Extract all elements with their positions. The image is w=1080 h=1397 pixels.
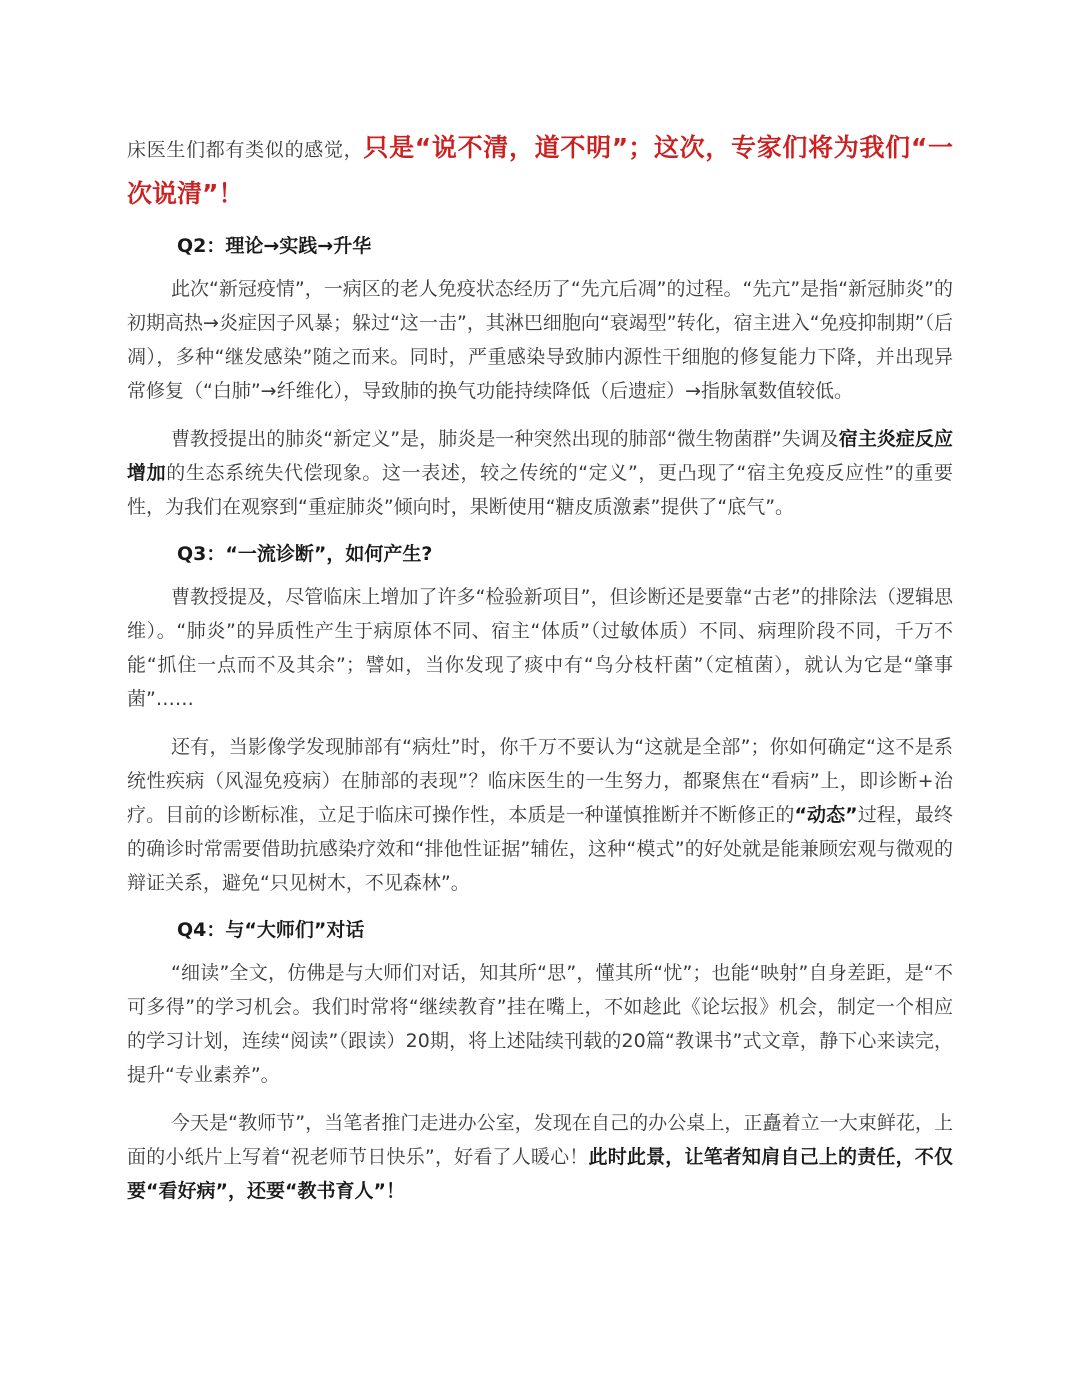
q3-p2-text-a: 还有，当影像学发现肺部有“病灶”时，你千万不要认为“这就是全部”；你如何确定“这不是系统性疾病（风湿免疫病）在肺部的表现”？临床医生的一生努力，都聚焦在“看病”上，即诊断+治疗。目前的诊断标准，立足于临床可操作性，本质是一种谨慎推断并不断修正的 [127, 736, 953, 826]
q4-p2-text-a: 今天是“教师节”，当笔者推门走进办公室，发现在自己的办公桌上，正矗着立一大束鲜花，上面的小纸片上写着“祝老师节日快乐”，好看了人暖心！ [127, 1112, 953, 1168]
q3-p2-text-b: 过程，最终的确诊时常需要借助抗感染疗效和“排他性证据”辅佐，这种“模式”的好处就是能兼顾宏观与微观的辩证关系，避免“只见树木，不见森林”。 [127, 804, 953, 894]
q2-heading: Q2：理论→实践→升华 [177, 235, 372, 257]
q2-paragraph-2 [127, 422, 953, 524]
q2-p2-text-b: 的生态系统失代偿现象。这一表述，较之传统的“定义”，更凸现了“宿主免疫反应性”的重要性，为我们在观察到“重症肺炎”倾向时，果断使用“糖皮质激素”提供了“底气”。 [127, 462, 953, 518]
q4-paragraph-2 [127, 1106, 953, 1208]
q2-p2-bold: 宿主炎症反应增加 [127, 428, 953, 484]
q4-heading: Q4：与“大师们”对话 [177, 919, 365, 941]
q2-paragraph-1: 此次“新冠疫情”，一病区的老人免疫状态经历了“先亢后凋”的过程。“先亢”是指“新冠肺炎”的初期高热→炎症因子风暴；躲过“这一击”，其淋巴细胞向“衰竭型”转化，宿主进入“免疫抑制期”（后凋），多种“继发感染”随之而来。同时，严重感染导致肺内源性干细胞的修复能力下降，并出现异常修复（“白肺”→纤维化），导致肺的换气功能持续降低（后遗症）→指脉氧数值较低。 [127, 278, 953, 402]
article-body [127, 126, 953, 1208]
q3-heading: Q3：“一流诊断”，如何产生? [177, 543, 433, 565]
intro-highlight: 只是“说不清，道不明”；这次，专家们将为我们“一次说清”！ [127, 133, 953, 208]
q4-p2-bold: 此时此景，让笔者知肩自己上的责任，不仅要“看好病”，还要“教书育人”！ [127, 1146, 953, 1202]
q4-paragraph-1: “细读”全文，仿佛是与大师们对话，知其所“思”，懂其所“忧”；也能“映射”自身差距，是“不可多得”的学习机会。我们时常将“继续教育”挂在嘴上，不如趁此《论坛报》机会，制定一个相应的学习计划，连续“阅读”（跟读）20期，将上述陆续刊载的20篇“教课书”式文章，静下心来读完，提升“专业素养”。 [127, 962, 953, 1086]
q3-paragraph-1: 曹教授提及，尽管临床上增加了许多“检验新项目”，但诊断还是要靠“古老”的排除法（逻辑思维）。“肺炎”的异质性产生于病原体不同、宿主“体质”（过敏体质）不同、病理阶段不同，千万不能“抓住一点而不及其余”；譬如，当你发现了痰中有“鸟分枝杆菌”（定植菌），就认为它是“肇事菌”…… [127, 586, 954, 710]
intro-text: 床医生们都有类似的感觉， [127, 139, 364, 161]
q2-p2-text-a: 曹教授提出的肺炎“新定义”是，肺炎是一种突然出现的肺部“微生物菌群”失调及 [171, 428, 839, 450]
q3-paragraph-2 [127, 730, 953, 900]
intro-paragraph [127, 126, 953, 218]
q3-p2-bold: “动态” [794, 804, 858, 826]
